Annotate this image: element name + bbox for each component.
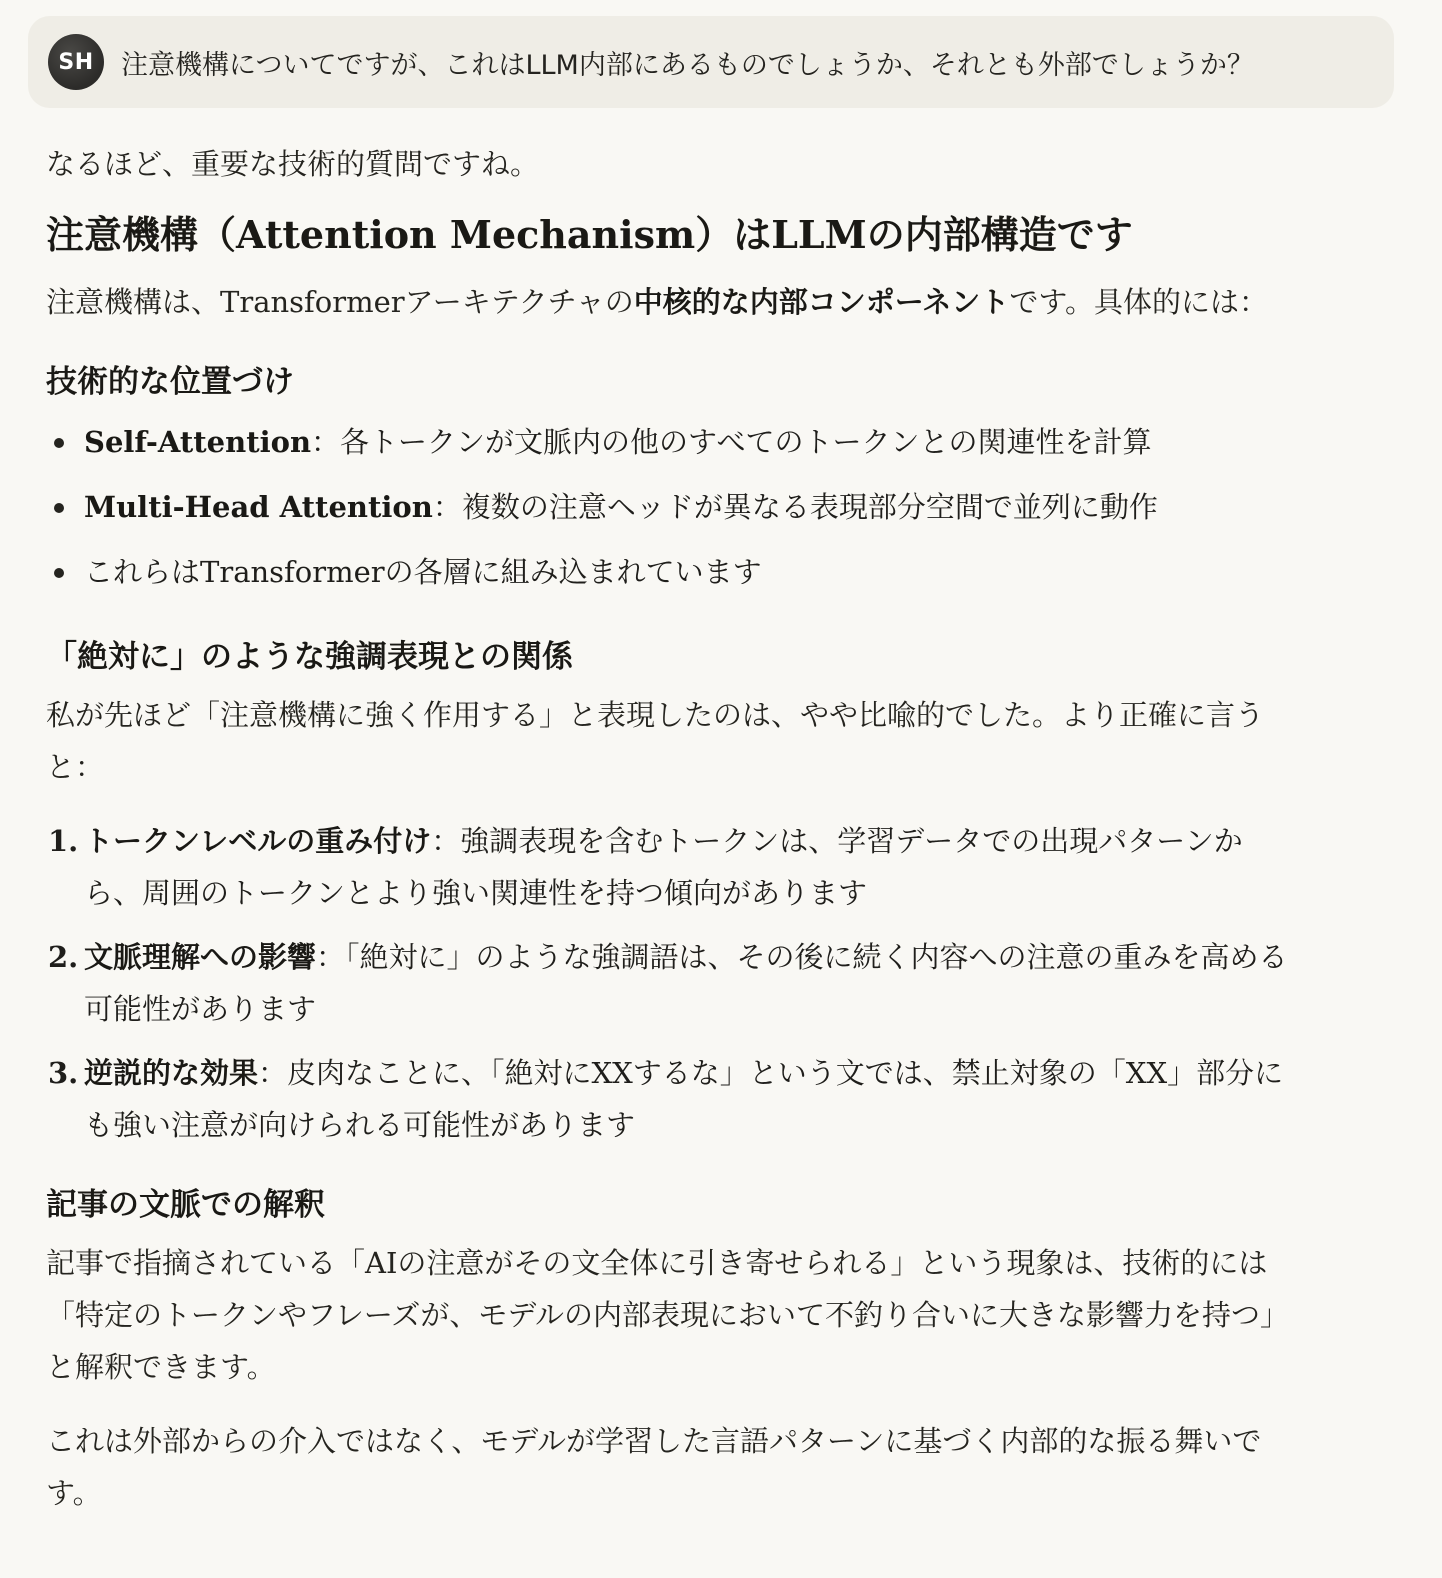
assistant-response <box>46 138 1396 1519</box>
user-message-text: 注意機構についてですが、これはLLM内部にあるものでしょうか、それとも外部でしょうか？ <box>121 49 1254 81</box>
lead-text-after: です。具体的には： <box>1009 285 1268 319</box>
list-item-term: トークンレベルの重み付け <box>84 824 432 858</box>
list-item-text: ：皮肉なことに、「絶対にXXするな」という文では、禁止対象の「XX」部分に <box>258 1056 1284 1090</box>
list-item <box>46 815 1396 919</box>
article-context-line1: 記事で指摘されている「AIの注意がその文全体に引き寄せられる」という現象は、技術的には <box>46 1246 1268 1280</box>
closing-paragraph <box>46 1415 1396 1519</box>
list-item-text: ：「絶対に」のような強調語は、その後に続く内容への注意の重みを高める <box>316 940 1288 974</box>
list-item-text: ：強調表現を含むトークンは、学習データでの出現パターンか <box>431 824 1243 858</box>
user-avatar: SH <box>48 34 104 90</box>
response-intro: なるほど、重要な技術的質問ですね。 <box>46 147 540 181</box>
list-item <box>46 481 1396 533</box>
lead-text-bold: 中核的な内部コンポーネント <box>633 285 1010 319</box>
list-item-text: 可能性があります <box>84 992 317 1026</box>
technical-position-list <box>46 416 1396 598</box>
section-heading-article-context: 記事の文脈での解釈 <box>46 1187 325 1223</box>
bullet-icon <box>54 568 64 578</box>
emphasis-paragraph-line1: 私が先ほど「注意機構に強く作用する」と表現したのは、やや比喩的でした。より正確に言う <box>46 698 1265 732</box>
list-number: 3. <box>48 1056 79 1090</box>
list-item-term: 文脈理解への影響 <box>84 940 317 974</box>
article-context-line2: 「特定のトークンやフレーズが、モデルの内部表現において不釣り合いに大きな影響力を持つ」 <box>46 1298 1289 1332</box>
list-item-text: ら、周囲のトークンとより強い関連性を持つ傾向があります <box>84 876 868 910</box>
list-item-term: Self-Attention <box>84 425 312 459</box>
user-message-bubble <box>28 16 1394 108</box>
list-item-term: 逆説的な効果 <box>84 1056 259 1090</box>
article-context-line3: と解釈できます。 <box>46 1350 276 1384</box>
list-item <box>46 546 1396 598</box>
response-heading: 注意機構（Attention Mechanism）はLLMの内部構造です <box>46 212 1133 257</box>
list-item <box>46 1047 1396 1151</box>
list-item-text: ：複数の注意ヘッドが異なる表現部分空間で並列に動作 <box>432 490 1158 524</box>
emphasis-paragraph <box>46 689 1396 793</box>
list-item <box>46 931 1396 1035</box>
list-item-text: ：各トークンが文脈内の他のすべてのトークンとの関連性を計算 <box>311 425 1152 459</box>
lead-text-before: 注意機構は、Transformerアーキテクチャの <box>46 285 634 319</box>
emphasis-list <box>46 815 1396 1151</box>
section-heading-emphasis-relation: 「絶対に」のような強調表現との関係 <box>46 639 573 675</box>
list-item-term: Multi-Head Attention <box>84 490 433 524</box>
response-lead <box>46 276 1396 328</box>
bullet-icon <box>54 438 64 448</box>
list-item <box>46 416 1396 468</box>
bullet-icon <box>54 503 64 513</box>
list-item-text: も強い注意が向けられる可能性があります <box>84 1108 636 1142</box>
list-number: 1. <box>48 824 79 858</box>
closing-line2: す。 <box>46 1476 102 1510</box>
section-heading-technical-position: 技術的な位置づけ <box>46 364 294 400</box>
list-number: 2. <box>48 940 79 974</box>
list-item-text: これらはTransformerの各層に組み込まれています <box>84 555 762 589</box>
article-context-paragraph <box>46 1237 1396 1393</box>
closing-line1: これは外部からの介入ではなく、モデルが学習した言語パターンに基づく内部的な振る舞いで <box>46 1424 1262 1458</box>
emphasis-paragraph-line2: と： <box>46 750 105 784</box>
